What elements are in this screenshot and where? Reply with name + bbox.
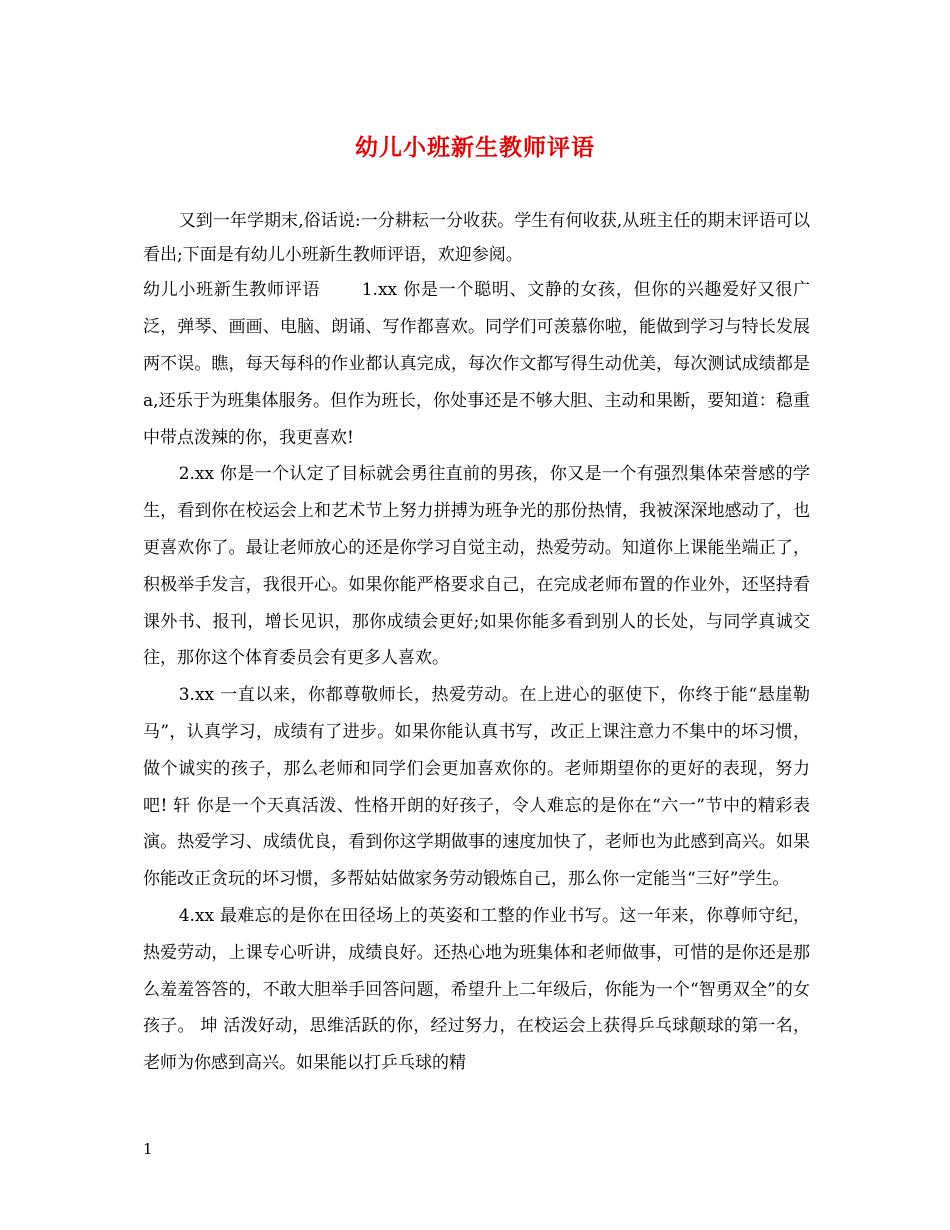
intro-paragraph: 又到一年学期末,俗话说:一分耕耘一分收获。学生有何收获,从班主任的期末评语可以看出;下面是有幼儿小班新生教师评语，欢迎参阅。 <box>143 211 810 266</box>
comment-paragraph-2: 2.xx 你是一个认定了目标就会勇往直前的男孩，你又是一个有强烈集体荣誉感的学生，看到你在校运会上和艺术节上努力拼搏为班争光的那份热情，我被深深地感动了，也更喜欢你了。最让老师放心的还是你学习自觉主动，热爱劳动。知道你上课能坐端正了，积极举手发言，我很开心。如果你能严格要求自己，在完成老师布置的作业外，还坚持看课外书、报刊，增长见识，那你成绩会更好;如果你能多看到别人的长处，与同学真诚交往，那你这个体育委员会有更多人喜欢。 <box>143 464 810 669</box>
comment-paragraph-1: 幼儿小班新生教师评语 1.xx 你是一个聪明、文静的女孩，但你的兴趣爱好又很广泛，弹琴、画画、电脑、朗诵、写作都喜欢。同学们可羡慕你啦，能做到学习与特长发展两不误。瞧，每天每科的作业都认真完成，每次作文都写得生动优美，每次测试成绩都是 a,还乐于为班集体服务。但作为班长，你处事还是不够大胆、主动和果断，要知道：稳重中带点泼辣的你，我更喜欢! <box>143 280 810 448</box>
comment-paragraph-3: 3.xx 一直以来，你都尊敬师长，热爱劳动。在上进心的驱使下，你终于能“悬崖勒马”，认真学习，成绩有了进步。如果你能认真书写，改正上课注意力不集中的坏习惯，做个诚实的孩子，那么老师和同学们会更加喜欢你的。老师期望你的更好的表现，努力吧! 轩 你是一个天真活泼、性格开朗的好孩子，令人难忘的是你在“六一”节中的精彩表演。热爱学习、成绩优良，看到你这学期做事的速度加快了，老师也为此感到高兴。如果你能改正贪玩的坏习惯，多帮姑姑做家务劳动锻炼自己，那么你一定能当“三好”学生。 <box>143 685 810 890</box>
comment-paragraph-4: 4.xx 最难忘的是你在田径场上的英姿和工整的作业书写。这一年来，你尊师守纪，热爱劳动，上课专心听讲，成绩良好。还热心地为班集体和老师做事，可惜的是你还是那么羞羞答答的，不敢大胆举手回答问题，希望升上二年级后，你能为一个“智勇双全”的女孩子。 坤 活泼好动，思维活跃的你，经过努力，在校运会上获得乒乓球颠球的第一名，老师为你感到高兴。如果能以打乒乓球的精 <box>143 905 810 1074</box>
page-number: 1 <box>143 1140 153 1158</box>
document-body <box>143 204 810 1082</box>
document-title: 幼儿小班新生教师评语 <box>355 134 595 161</box>
